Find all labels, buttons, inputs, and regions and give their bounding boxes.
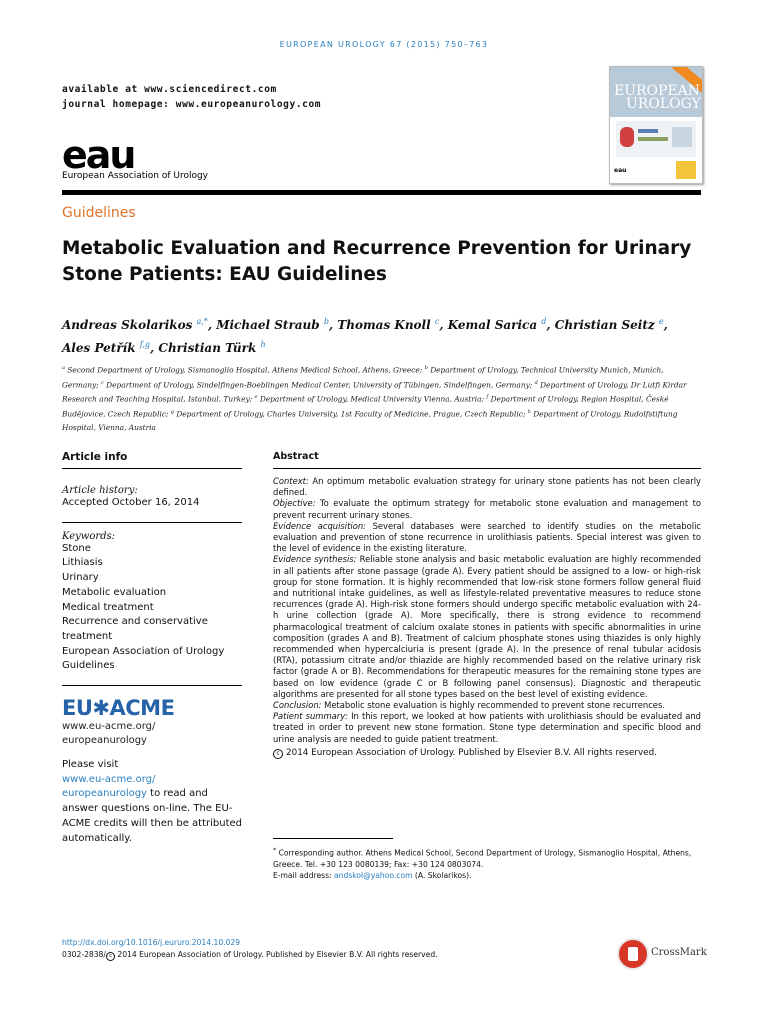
author-affiliation-mark[interactable]: f,g xyxy=(139,340,151,349)
accepted-date: Accepted October 16, 2014 xyxy=(62,497,200,508)
author-affiliation-mark[interactable]: e xyxy=(658,317,664,326)
keyword: Urinary xyxy=(62,572,99,584)
author-name: Kemal Sarica xyxy=(447,318,542,332)
affiliation-text: Department of Urology, Region Hospital, České Budějovice, Czech Republic; xyxy=(62,394,669,419)
author-name: Michael Straub xyxy=(216,318,324,332)
keywords-label: Keywords: xyxy=(62,530,116,542)
eu-acme-logo: EU✱ACME xyxy=(62,696,175,721)
abstract-body xyxy=(273,476,701,745)
author-affiliation-mark[interactable]: c xyxy=(434,317,440,326)
page-footer: http://dx.doi.org/10.1016/j.eururo.2014.10.029 0302-2838/ c 2014 European Association of Urology. Published by Elsevier B.V. All rights reserved. xyxy=(62,938,438,959)
author-affiliation-mark[interactable]: h xyxy=(260,340,266,349)
journal-cover-image: EUROPEAN UROLOGY eau xyxy=(609,66,703,184)
abstract-section-label: Objective: xyxy=(273,498,316,509)
author-name: Christian Türk xyxy=(158,341,261,355)
crossmark-icon xyxy=(617,938,649,970)
abstract-section: Evidence synthesis: Reliable stone analysis and basic metabolic evaluation are highly recommended in all patients after stone passage (grade A). Every patient should be assigned to a low- or high-risk group for stone formation. It is highly recommended that low-risk stone formers follow general fluid and nutritional intake guidelines, as well as lifestyle-related preventative measures to reduce stone recurrences (grade A). High-risk stone formers should undergo specific metabolic evaluation with 24-h urine collection (grade A). More specifically, there is strong evidence to recommend pharmacological treatment of calcium oxalate stones in patients with specific abnormalities in urine composition (grades A and B). Treatment of calcium phosphate stones using thiazides is only highly recommended when hypercalciuria is present (grade A). In the presence of renal tubular acidosis (RTA), potassium citrate and/or thiazide are highly recommended based on the relative urinary risk factor (grade A or B). Recommendations for therapeutic measures for the remaining stone types are based on low evidence (grade C or B following panel consensus). Diagnostic and therapeutic algorithms are presented for all stone types based on the best level of existing evidence. xyxy=(273,554,701,699)
affiliation-text: Department of Urology, Rudolfstiftung Hospital, Vienna, Austria xyxy=(62,409,678,432)
keyword: European Association of Urology Guidelines xyxy=(62,645,225,672)
abstract-section: Patient summary: In this report, we looked at how patients with urolithiasis should be evaluated and treated in order to prevent new stone formation. Stone type determination and specific blood and urine analysis are needed to guide patient treatment. xyxy=(273,711,702,744)
author-name: Andreas Skolarikos xyxy=(62,318,197,332)
author-affiliation-mark[interactable]: b xyxy=(323,317,329,326)
author-name: Thomas Knoll xyxy=(337,318,435,332)
eu-acme-link[interactable]: www.eu-acme.org/ xyxy=(62,773,156,785)
copyright-icon: c xyxy=(273,749,283,759)
abstract-header: Abstract xyxy=(273,451,701,469)
header-divider xyxy=(62,190,701,195)
abstract-column xyxy=(273,451,701,759)
author-list: Andreas Skolarikos $^{a,*}$, Michael Straub $^b$, Thomas Knoll $^c$, Kemal Sarica $^d$, Christian Seitz $^e$, Ales Petřík $^{f,g}$, Christian Türk $^h$ xyxy=(62,317,668,355)
divider xyxy=(62,522,242,523)
affiliation-text: Department of Urology, Charles University, 1st Faculty of Medicine, Prague, Czech Republic; xyxy=(174,409,528,419)
affiliation-mark: d xyxy=(534,379,538,386)
keyword: Stone xyxy=(62,542,91,554)
keyword: Medical treatment xyxy=(62,601,154,613)
affiliation-text: Department of Urology, Sindelfingen-Boeblingen Medical Center, University of Tübingen, Sindelfingen, Germany; xyxy=(103,380,535,390)
copyright-icon: c xyxy=(106,952,115,961)
star-icon: ✱ xyxy=(92,696,110,721)
keyword: Metabolic evaluation xyxy=(62,586,167,598)
author-name: Ales Petřík xyxy=(62,341,140,355)
affiliation-mark: e xyxy=(254,394,258,401)
keyword: Lithiasis xyxy=(62,557,103,569)
keywords-list xyxy=(62,542,242,674)
abstract-section: Objective: To evaluate the optimum strategy for metabolic stone evaluation and management to prevent recurrent urinary stones. xyxy=(273,498,701,520)
abstract-section: Conclusion: Metabolic stone evaluation is highly recommended to prevent stone recurrences. xyxy=(273,700,665,711)
crossmark-badge[interactable]: CrossMark xyxy=(617,938,707,972)
eau-logo xyxy=(62,133,209,181)
availability-block xyxy=(62,82,321,112)
abstract-section-label: Patient summary: xyxy=(273,711,348,722)
eau-logo-subtitle: European Association of Urology xyxy=(62,171,209,181)
sciencedirect-link[interactable]: available at www.sciencedirect.com xyxy=(62,84,277,95)
article-info-header: Article info xyxy=(62,451,242,469)
abstract-section-label: Context: xyxy=(273,476,309,486)
journal-homepage-link[interactable]: journal homepage: www.europeanurology.com xyxy=(62,99,322,110)
affiliation-mark: c xyxy=(101,379,104,386)
affiliation-mark: g xyxy=(170,409,175,416)
eu-acme-url: www.eu-acme.org/ europeanurology xyxy=(62,721,156,747)
doi-link[interactable]: http://dx.doi.org/10.1016/j.eururo.2014.10.029 xyxy=(62,938,241,947)
eu-acme-instructions: Please visit www.eu-acme.org/ europeanurology to read and answer questions on-line. The EU-ACME credits will then be attributed automatically. xyxy=(62,759,243,844)
cover-title: EUROPEAN UROLOGY xyxy=(614,83,701,112)
corresponding-author-footnote: * Corresponding author. Athens Medical School, Second Department of Urology, Sismanoglio Hospital, Athens, Greece. Tel. +30 123 0080139; Fax: +30 124 0803074. E-mail address: andskol@yahoo.com (A. Skolarikos). xyxy=(273,838,701,881)
author-email-link[interactable]: andskol@yahoo.com xyxy=(334,870,413,880)
author-name: Christian Seitz xyxy=(554,318,659,332)
author-affiliation-mark[interactable]: d xyxy=(541,317,547,326)
abstract-copyright: c 2014 European Association of Urology. Published by Elsevier B.V. All rights reserved. xyxy=(273,748,701,759)
affiliations xyxy=(62,362,702,434)
article-title: Metabolic Evaluation and Recurrence Prevention for Urinary Stone Patients: EAU Guidelines xyxy=(62,238,692,285)
abstract-section: Context: An optimum metabolic evaluation strategy for urinary stone patients has not been clearly defined. xyxy=(273,476,701,498)
affiliation-mark: f xyxy=(486,394,489,401)
abstract-section-label: Evidence acquisition: xyxy=(273,520,366,531)
abstract-section-label: Conclusion: xyxy=(273,700,322,711)
eau-logo-mark: eau xyxy=(62,133,135,177)
divider xyxy=(62,685,242,686)
affiliation-text: Department of Urology, Dr Lutfi Kirdar Research and Teaching Hospital, Istanbul, Turkey; xyxy=(62,380,687,404)
affiliation-text: Department of Urology, Technical University Munich, Munich, Germany; xyxy=(62,365,664,390)
eu-acme-link[interactable]: europeanurology xyxy=(62,788,147,800)
author-affiliation-mark[interactable]: a,* xyxy=(196,317,208,326)
abstract-section: Evidence acquisition: Several databases were searched to identify studies on the metabolic evaluation and prevention of stone recurrence in urolithiasis patients. Special interest was given to the level of evidence in the existing literature. xyxy=(273,520,702,554)
keyword: Recurrence and conservative treatment xyxy=(62,616,208,642)
article-history-label: Article history: xyxy=(62,485,138,496)
article-info-column xyxy=(62,451,242,846)
section-label: Guidelines xyxy=(62,205,136,221)
affiliation-mark: h xyxy=(527,409,531,416)
journal-reference: EUROPEAN UROLOGY 67 (2015) 750–763 xyxy=(279,40,489,49)
abstract-section-label: Evidence synthesis: xyxy=(273,554,357,565)
affiliation-text: Department of Urology, Medical University Vienna, Austria; xyxy=(257,394,487,404)
affiliation-text: Second Department of Urology, Sismanoglio Hospital, Athens Medical School, Athens, Greece; xyxy=(64,365,425,375)
affiliation-mark: a xyxy=(62,365,65,371)
affiliation-mark: b xyxy=(424,365,428,371)
